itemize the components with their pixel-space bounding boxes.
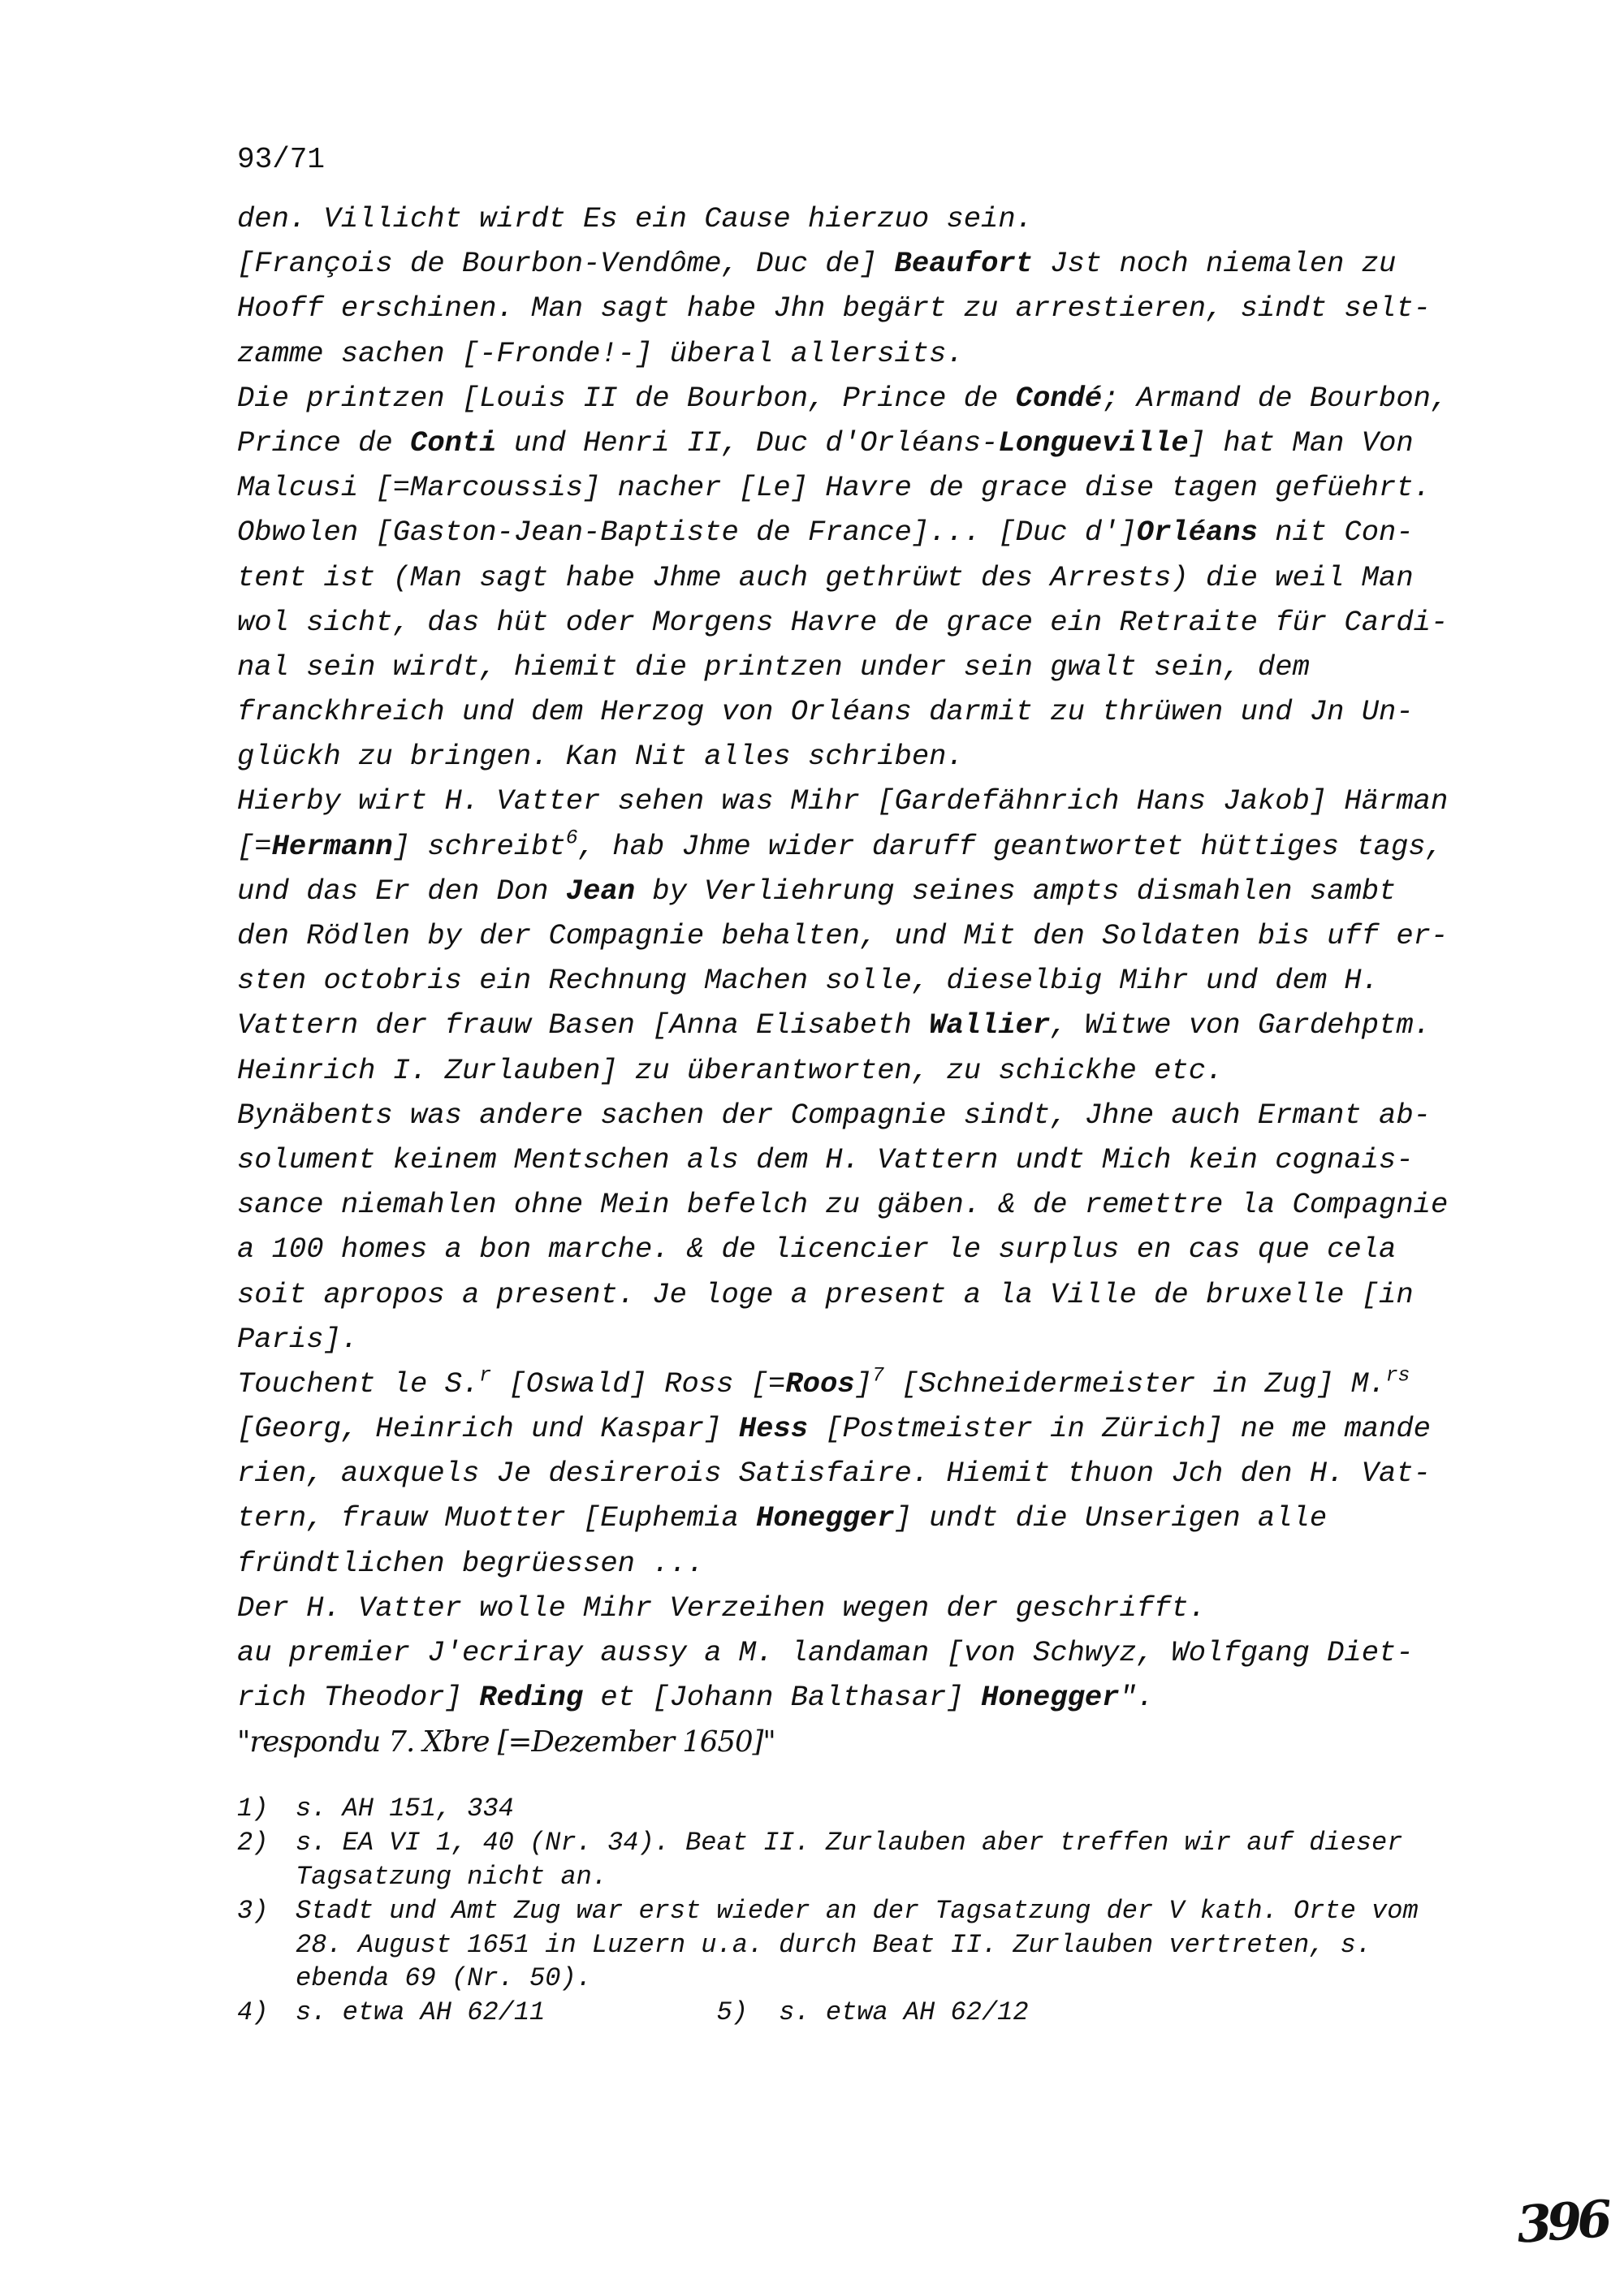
- bold-name: Jean: [565, 874, 635, 908]
- text-line: [237, 1406, 1504, 1451]
- text-segment: Jst noch niemalen zu: [1032, 247, 1397, 281]
- footnotes: [237, 1792, 1536, 2030]
- bold-name: Honegger: [981, 1681, 1120, 1715]
- text-line: [237, 1182, 1504, 1227]
- bold-name: Beaufort: [894, 247, 1033, 281]
- footnote: [237, 1894, 1536, 1928]
- footnote: [237, 1996, 1536, 2030]
- bold-name: Honegger: [756, 1501, 895, 1535]
- footnote-text: s. EA VI 1, 40 (Nr. 34). Beat II. Zurlauben aber treffen wir auf dieser: [296, 1827, 1403, 1858]
- bold-name: Roos: [785, 1366, 855, 1401]
- text-segment: Vattern der frauw Basen [Anna Elisabeth: [237, 1008, 930, 1043]
- text-line: [237, 465, 1504, 510]
- text-segment: ]: [854, 1366, 872, 1401]
- bold-name: Condé: [1015, 381, 1103, 415]
- text-line: [237, 241, 1504, 286]
- text-line: [237, 1630, 1504, 1675]
- text-line: [237, 1451, 1504, 1496]
- text-line: [237, 958, 1504, 1003]
- bold-name: Orléans: [1136, 516, 1258, 550]
- footnote-text: Tagsatzung nicht an.: [296, 1861, 608, 1892]
- text-line: [237, 734, 1504, 779]
- bold-name: Hermann: [271, 829, 393, 863]
- text-line: [237, 645, 1504, 689]
- bold-name: Longueville: [998, 425, 1189, 460]
- footnote-text: 28. August 1651 in Luzern u.a. durch Beat II. Zurlauben vertreten, s.: [296, 1929, 1372, 1960]
- text-segment: a 100 homes a bon marche. & de licencier le surplus en cas que cela: [237, 1232, 1397, 1267]
- text-line: [237, 1093, 1504, 1138]
- footnote-marker: rs: [1385, 1364, 1410, 1388]
- footnote-text: Stadt und Amt Zug war erst wieder an der Tagsatzung der V kath. Orte vom: [296, 1895, 1419, 1926]
- text-line: [237, 1048, 1504, 1093]
- text-line: [237, 421, 1504, 465]
- text-segment: soit apropos a present. Je loge a present a la Ville de bruxelle [in: [237, 1277, 1414, 1311]
- text-line: [237, 331, 1504, 376]
- text-segment: den Rödlen by der Compagnie behalten, und Mit den Soldaten bis uff er-: [237, 919, 1449, 952]
- text-segment: zamme sachen [-Fronde!-] überal allersits.: [237, 336, 964, 370]
- text-line: [237, 869, 1504, 913]
- text-segment: Hierby wirt H. Vatter sehen was Mihr [Gardefähnrich Hans Jakob] Härman: [237, 784, 1449, 818]
- text-segment: [=: [237, 829, 272, 863]
- text-segment: tent ist (Man sagt habe Jhme auch gethrüwt des Arrests) die weil Man: [237, 560, 1414, 594]
- text-line: [237, 376, 1504, 421]
- text-segment: Paris].: [237, 1322, 359, 1356]
- text-segment: Der H. Vatter wolle Mihr Verzeihen wegen der geschrifft.: [237, 1591, 1206, 1625]
- bold-name: Reding: [479, 1681, 584, 1715]
- footnote-number: 2): [237, 1827, 269, 1858]
- footnote: [237, 1826, 1536, 1860]
- text-line: [237, 1272, 1504, 1317]
- text-segment: Bynäbents was andere sachen der Compagnie sindt, Jhne auch Ermant ab-: [237, 1098, 1431, 1132]
- text-line: [237, 1720, 1504, 1764]
- text-segment: sten octobris ein Rechnung Machen solle, dieselbig Mihr und dem H.: [237, 964, 1380, 998]
- text-segment: fründtlichen begrüessen ...: [237, 1546, 705, 1580]
- text-segment: nit Con-: [1257, 516, 1414, 550]
- text-segment: ".: [1119, 1681, 1155, 1715]
- text-segment: tern, frauw Muotter [Euphemia: [237, 1501, 757, 1535]
- text-segment: wol sicht, das hüt oder Morgens Havre de grace ein Retraite für Cardi-: [237, 605, 1449, 639]
- text-segment: [Postmeister in Zürich] ne me mande: [808, 1412, 1431, 1446]
- text-line: [237, 600, 1504, 645]
- text-segment: Heinrich I. Zurlauben] zu überantworten, zu schickhe etc.: [237, 1053, 1224, 1087]
- text-segment: [Oswald] Ross [=: [491, 1366, 786, 1401]
- text-line: [237, 1362, 1504, 1406]
- text-segment: Malcusi [=Marcoussis] nacher [Le] Havre de grace dise tagen gefüehrt.: [237, 471, 1431, 505]
- text-line: [237, 1227, 1504, 1271]
- text-line: [237, 1003, 1504, 1047]
- footnote: [237, 1928, 1536, 1962]
- text-line: [237, 1496, 1504, 1540]
- text-line: [237, 913, 1504, 958]
- bold-name: Conti: [410, 425, 497, 460]
- bold-name: Wallier: [929, 1008, 1051, 1043]
- text-segment: Obwolen [Gaston-Jean-Baptiste de France]... [Duc d']: [237, 516, 1137, 550]
- text-segment: solument keinem Mentschen als dem H. Vattern undt Mich kein cognais-: [237, 1142, 1414, 1176]
- footnote-number: 3): [237, 1895, 269, 1926]
- text-line: [237, 779, 1504, 823]
- text-segment: [François de Bourbon-Vendôme, Duc de]: [237, 247, 895, 281]
- text-segment: "respondu 7. Xbre [=Dezember 1650]": [237, 1725, 775, 1759]
- footnote-marker: 6: [565, 826, 578, 849]
- letter-body: [237, 196, 1504, 1765]
- text-segment: Prince de: [237, 425, 411, 460]
- footnote: [237, 1792, 1536, 1826]
- text-segment: ] schreibt: [392, 829, 566, 863]
- text-segment: Die printzen [Louis II de Bourbon, Prince de: [237, 381, 1016, 415]
- text-line: [237, 689, 1504, 734]
- text-line: [237, 196, 1504, 241]
- text-segment: ] hat Man Von: [1188, 425, 1414, 460]
- text-line: [237, 824, 1504, 869]
- bold-name: Hess: [738, 1412, 809, 1446]
- text-segment: sance niemahlen ohne Mein befelch zu gäben. & de remettre la Compagnie: [237, 1188, 1449, 1222]
- text-segment: by Verliehrung seines ampts dismahlen sambt: [635, 874, 1397, 908]
- footnote-text: ebenda 69 (Nr. 50).: [296, 1963, 592, 1994]
- text-segment: und Henri II, Duc d'Orléans-: [496, 425, 999, 460]
- footnote-text: s. etwa AH 62/11 5) s. etwa AH 62/12: [296, 1997, 1029, 2028]
- text-segment: rich Theodor]: [237, 1681, 480, 1715]
- footnote-marker: 7: [871, 1364, 884, 1388]
- text-segment: franckhreich und dem Herzog von Orléans darmit zu thrüwen und Jn Un-: [237, 695, 1414, 729]
- footnote-number: 1): [237, 1794, 269, 1824]
- text-segment: nal sein wirdt, hiemit die printzen under sein gwalt sein, dem: [237, 650, 1310, 684]
- text-segment: , hab Jhme wider daruff geantwortet hüttiges tags,: [577, 829, 1443, 863]
- text-segment: et [Johann Balthasar]: [583, 1681, 982, 1715]
- text-segment: Hooff erschinen. Man sagt habe Jhn begärt zu arrestieren, sindt selt-: [237, 291, 1431, 326]
- page-number: 93/71: [237, 143, 326, 176]
- footnote-number: 4): [237, 1997, 269, 2028]
- text-line: [237, 1675, 1504, 1720]
- text-line: [237, 1138, 1504, 1182]
- footnote-text: s. AH 151, 334: [296, 1794, 514, 1824]
- archive-page-stamp: 396: [1514, 2189, 1609, 2255]
- text-line: [237, 510, 1504, 555]
- text-segment: [Schneidermeister in Zug] M.: [883, 1366, 1386, 1401]
- text-segment: Touchent le S.: [237, 1366, 480, 1401]
- text-segment: und das Er den Don: [237, 874, 566, 908]
- text-segment: ] undt die Unserigen alle: [894, 1501, 1328, 1535]
- text-line: [237, 1317, 1504, 1362]
- text-line: [237, 1586, 1504, 1630]
- text-segment: ; Armand de Bourbon,: [1102, 381, 1449, 415]
- footnote: [237, 1962, 1536, 1996]
- footnote: [237, 1860, 1536, 1894]
- text-line: [237, 555, 1504, 600]
- text-segment: [Georg, Heinrich und Kaspar]: [237, 1412, 739, 1446]
- footnote-marker: r: [479, 1364, 492, 1388]
- text-segment: den. Villicht wirdt Es ein Cause hierzuo sein.: [237, 202, 1033, 235]
- text-line: [237, 286, 1504, 330]
- text-segment: glückh zu bringen. Kan Nit alles schriben.: [237, 740, 964, 774]
- text-segment: au premier J'ecriray aussy a M. landaman [von Schwyz, Wolfgang Diet-: [237, 1636, 1414, 1669]
- text-segment: rien, auxquels Je desirerois Satisfaire. Hiemit thuon Jch den H. Vat-: [237, 1457, 1431, 1491]
- text-line: [237, 1541, 1504, 1586]
- text-segment: , Witwe von Gardehptm.: [1050, 1008, 1431, 1043]
